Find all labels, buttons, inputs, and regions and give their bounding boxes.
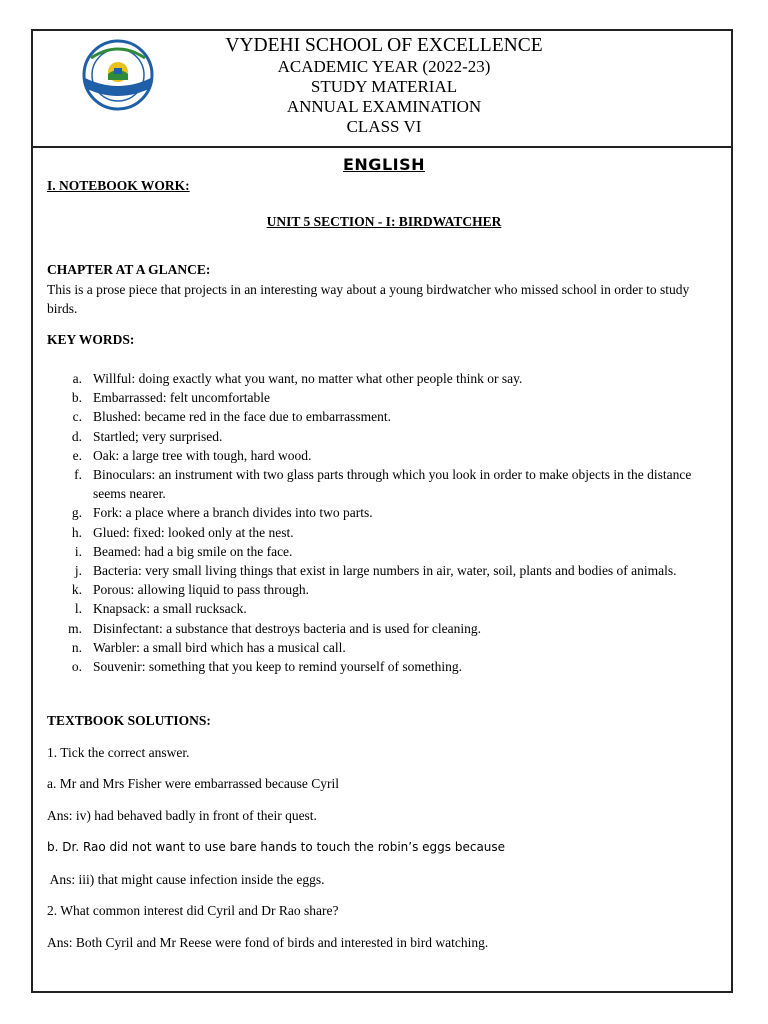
list-marker: c. [72, 409, 82, 425]
list-item [60, 407, 720, 426]
list-item [60, 465, 720, 503]
list-item-text: Porous: allowing liquid to pass through. [93, 582, 309, 598]
list-item-text: Beamed: had a big smile on the face. [93, 543, 293, 559]
list-marker: i. [74, 543, 82, 559]
list-marker: m. [68, 620, 82, 636]
answer-1b: Ans: iii) that might cause infection inside the eggs. [47, 872, 325, 887]
list-item-text: Oak: a large tree with tough, hard wood. [93, 447, 312, 463]
list-item [60, 388, 720, 407]
list-marker: n. [71, 639, 82, 655]
list-item-text: Warbler: a small bird which has a musical call. [93, 639, 346, 655]
question-1a: a. Mr and Mrs Fisher were embarrassed because Cyril [47, 776, 340, 791]
textbook-solutions-heading: TEXTBOOK SOLUTIONS: [47, 713, 211, 728]
list-item [60, 580, 720, 599]
list-item [60, 638, 720, 657]
list-item-text: Binoculars: an instrument with two glass parts through which you look in order to make objects in the distance seems nearer. [93, 467, 692, 502]
list-item-text: Knapsack: a small rucksack. [93, 601, 247, 617]
list-marker: d. [71, 428, 82, 444]
exam-title: ANNUAL EXAMINATION [286, 97, 482, 116]
subject-heading: ENGLISH [342, 155, 425, 174]
question-1b: b. Dr. Rao did not want to use bare hands to touch the robin’s eggs because [47, 840, 506, 854]
list-marker: j. [74, 563, 82, 579]
list-item-text: Willful: doing exactly what you want, no matter what other people think or say. [93, 371, 523, 386]
key-words-heading: KEY WORDS: [47, 332, 135, 347]
question-2: 2. What common interest did Cyril and Dr Rao share? [47, 903, 339, 918]
list-item [60, 657, 720, 676]
list-marker: g. [71, 505, 82, 521]
list-item [60, 369, 720, 388]
list-item [60, 523, 720, 542]
school-crest-logo [81, 38, 155, 112]
class-title: CLASS VI [346, 117, 422, 136]
list-marker: f. [74, 467, 82, 483]
list-marker: k. [71, 582, 82, 598]
list-item-text: Embarrassed: felt uncomfortable [93, 390, 270, 406]
answer-2: Ans: Both Cyril and Mr Reese were fond of birds and interested in bird watching. [47, 935, 489, 950]
chapter-heading: CHAPTER AT A GLANCE: [47, 262, 211, 277]
list-item [60, 503, 720, 522]
school-name: VYDEHI SCHOOL OF EXCELLENCE [225, 35, 543, 56]
list-marker: b. [71, 390, 82, 406]
list-item [60, 427, 720, 446]
notebook-heading: I. NOTEBOOK WORK: [47, 178, 190, 193]
list-item [60, 599, 720, 618]
list-item [60, 619, 720, 638]
study-material-title: STUDY MATERIAL [310, 77, 458, 96]
unit-heading: UNIT 5 SECTION - I: BIRDWATCHER [266, 214, 502, 229]
key-words-list [60, 369, 720, 676]
list-marker: e. [72, 447, 82, 463]
list-item-text: Fork: a place where a branch divides into two parts. [93, 505, 373, 521]
answer-1a: Ans: iv) had behaved badly in front of their quest. [47, 808, 317, 823]
question-1: 1. Tick the correct answer. [47, 745, 190, 760]
list-marker: h. [71, 524, 82, 540]
list-item-text: Glued: fixed: looked only at the nest. [93, 524, 294, 540]
list-marker: o. [71, 659, 82, 675]
list-item [60, 561, 720, 580]
list-item [60, 542, 720, 561]
list-marker: a. [72, 371, 82, 386]
list-item-text: Blushed: became red in the face due to embarrassment. [93, 409, 392, 425]
list-item-text: Souvenir: something that you keep to remind yourself of something. [93, 659, 462, 675]
list-item-text: Startled; very surprised. [93, 428, 223, 444]
chapter-summary: This is a prose piece that projects in an interesting way about a young birdwatcher who missed school in order to study birds. [47, 282, 690, 316]
academic-year: ACADEMIC YEAR (2022-23) [277, 57, 491, 76]
list-marker: l. [74, 601, 82, 617]
list-item-text: Bacteria: very small living things that exist in large numbers in air, water, soil, plants and bodies of animals. [93, 563, 677, 579]
list-item [60, 446, 720, 465]
list-item-text: Disinfectant: a substance that destroys bacteria and is used for cleaning. [93, 620, 481, 636]
